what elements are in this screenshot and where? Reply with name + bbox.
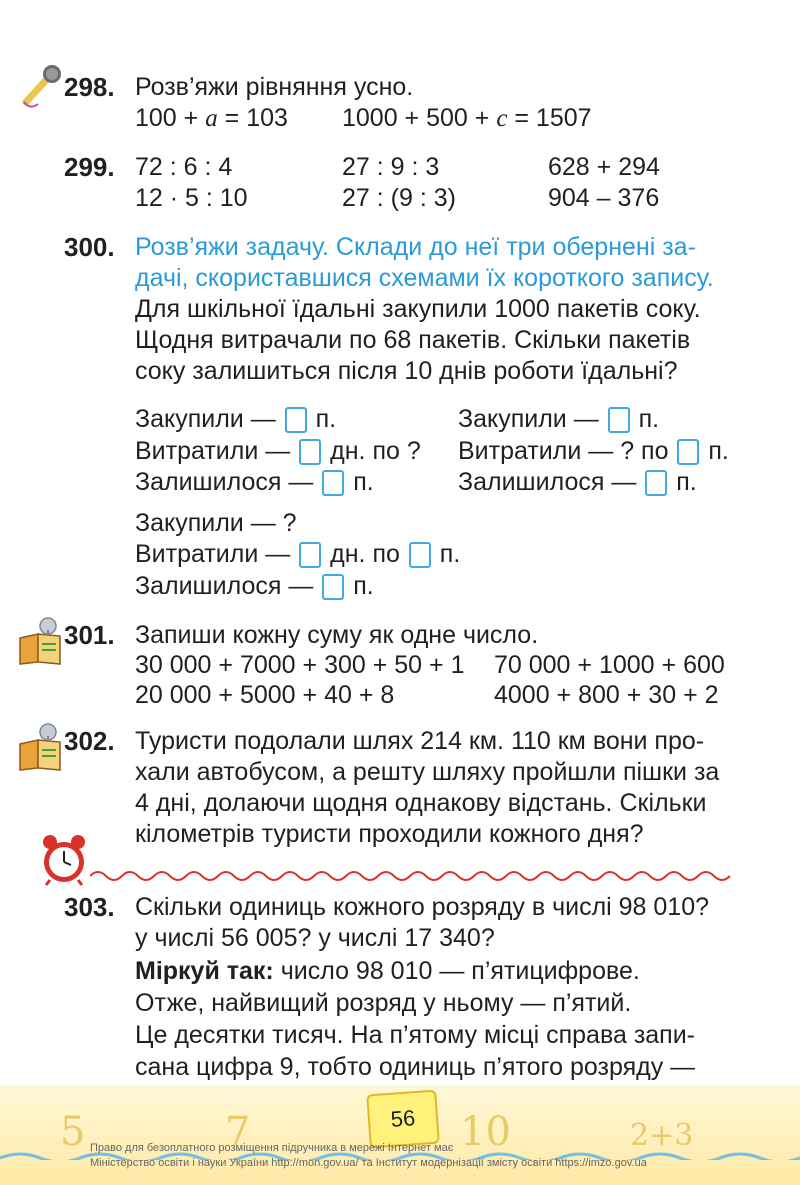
equation-2: 1000 + 500 + c = 1507 [342, 104, 592, 132]
problem-text-line: у числі 56 005? у числі 17 340? [135, 924, 495, 952]
expression: 27 : 9 : 3 [342, 153, 440, 181]
answer-box [299, 439, 321, 465]
scheme-2-bought: Закупили — п. [458, 405, 660, 433]
answer-box [677, 439, 699, 465]
equation-1: 100 + a = 103 [135, 104, 288, 132]
problem-text-line: 4 дні, долаючи щодня однакову відстань. Скільки [135, 789, 707, 817]
scheme-2-left: Залишилося — п. [458, 468, 697, 496]
answer-box [608, 407, 630, 433]
problem-text-line: Для шкільної їдальні закупили 1000 пакетів соку. [135, 295, 701, 323]
sum-expression: 4000 + 800 + 30 + 2 [494, 681, 719, 709]
sum-expression: 70 000 + 1000 + 600 [494, 651, 725, 679]
svg-text:5: 5 [60, 1109, 86, 1155]
task-instruction-line: Розв’яжи задачу. Склади до неї три обернені за- [135, 233, 696, 261]
wavy-divider [90, 868, 740, 884]
sum-expression: 30 000 + 7000 + 300 + 50 + 1 [135, 651, 465, 679]
exercise-number-298: 298. [64, 72, 115, 102]
reasoning-line: Це десятки тисяч. На п’ятому місці справа запи- [135, 1021, 696, 1049]
expression: 72 : 6 : 4 [135, 153, 233, 181]
sum-expression: 20 000 + 5000 + 40 + 8 [135, 681, 395, 709]
answer-box [322, 574, 344, 600]
problem-text-line: Щодня витрачали по 68 пакетів. Скільки пакетів [135, 326, 691, 354]
scheme-1-spent: Витратили — дн. по ? [135, 437, 421, 465]
svg-text:2+3: 2+3 [630, 1118, 694, 1153]
problem-text-line: соку залишиться після 10 днів роботи їдальні? [135, 357, 678, 385]
expression: 27 : (9 : 3) [342, 184, 456, 212]
exercise-number-302: 302. [64, 726, 115, 756]
problem-text-line: Скільки одиниць кожного розряду в числі 98 010? [135, 893, 710, 921]
scheme-2-spent: Витратили — ? по п. [458, 437, 729, 465]
scheme-3-left: Залишилося — п. [135, 572, 374, 600]
problem-text-line: Туристи подолали шлях 214 км. 110 км вони про- [135, 727, 705, 755]
expression: 628 + 294 [548, 153, 660, 181]
exercise-298-title: Розв’яжи рівняння усно. [135, 73, 414, 101]
svg-text:10: 10 [460, 1109, 511, 1155]
scheme-1-bought: Закупили — п. [135, 405, 337, 433]
expression: 12 · 5 : 10 [135, 184, 248, 212]
alarm-clock-icon [38, 832, 90, 886]
answer-box [322, 470, 344, 496]
notebook-pen-icon [14, 614, 66, 666]
scheme-1-left: Залишилося — п. [135, 468, 374, 496]
answer-box [645, 470, 667, 496]
page-number: 56 [366, 1090, 440, 1149]
exercise-number-301: 301. [64, 620, 115, 650]
copyright-note: Міністерство освіти і науки України http://mon.gov.ua/ та Інститут модернізації змісту освіти https://imzo.gov.ua [90, 1157, 647, 1169]
think-label: Міркуй так: [135, 957, 274, 985]
exercise-number-299: 299. [64, 152, 115, 182]
problem-text-line: хали автобусом, а решту шляху пройшли пішки за [135, 758, 720, 786]
svg-text:7: 7 [225, 1109, 251, 1155]
reasoning-line: Міркуй так: число 98 010 — п’ятицифрове. [135, 957, 640, 985]
answer-box [299, 542, 321, 568]
exercise-number-300: 300. [64, 232, 115, 262]
microphone-icon [18, 62, 66, 110]
scheme-3-bought: Закупили — ? [135, 509, 297, 537]
copyright-note: Право для безоплатного розміщення підручника в мережі Інтернет має [90, 1142, 454, 1154]
exercise-301-title: Запиши кожну суму як одне число. [135, 621, 539, 649]
answer-box [409, 542, 431, 568]
notebook-pen-icon [14, 720, 66, 772]
task-instruction-line: дачі, скориставшися схемами їх короткого запису. [135, 264, 714, 292]
reasoning-line: Отже, найвищий розряд у ньому — п’ятий. [135, 989, 632, 1017]
answer-box [285, 407, 307, 433]
expression: 904 – 376 [548, 184, 660, 212]
exercise-number-303: 303. [64, 892, 115, 922]
scheme-3-spent: Витратили — дн. по п. [135, 540, 461, 568]
problem-text-line: кілометрів туристи проходили кожного дня? [135, 820, 644, 848]
reasoning-line: сана цифра 9, тобто одиниць п’ятого розряду — [135, 1053, 696, 1081]
